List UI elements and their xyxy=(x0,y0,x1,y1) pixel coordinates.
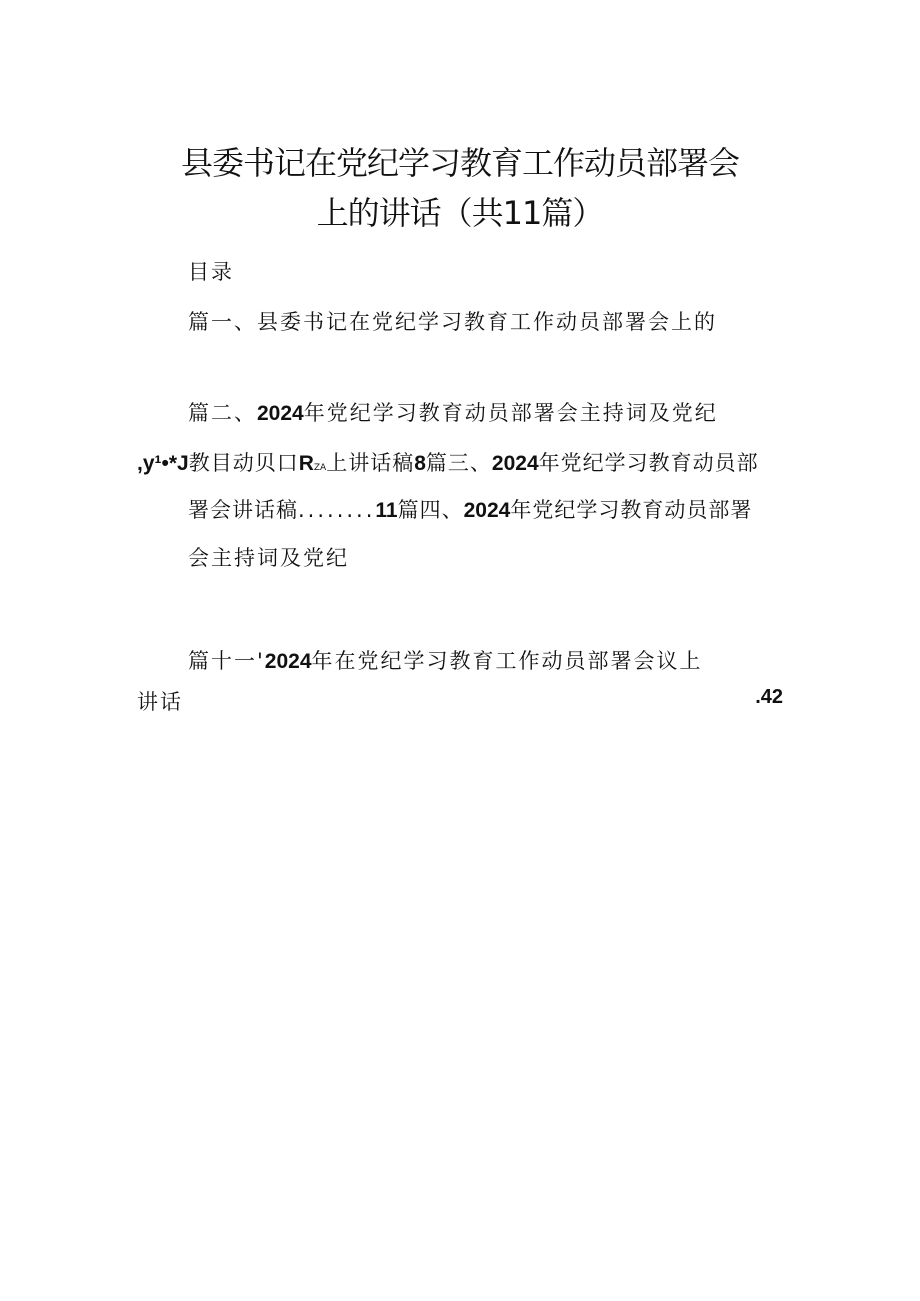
toc-entry-3-page: 8 xyxy=(414,452,426,475)
toc-entry-2-prefix: 篇二、 xyxy=(188,401,257,425)
toc-entry-1-text: 篇一、县委书记在党纪学习教育工作动员部署会上的 xyxy=(188,310,717,334)
toc-entry-3-text-b: 上讲话稿 xyxy=(326,451,415,475)
toc-entry-4-page: 11 xyxy=(375,499,398,522)
toc-entry-2-year: 2024 xyxy=(257,402,304,425)
toc-entry-2-text: 年党纪学习教育动员部署会主持词及党纪 xyxy=(303,401,718,425)
toc-entry-4-prefix: 篇四、 xyxy=(397,498,464,522)
toc-entry-3-year: 2024 xyxy=(491,452,539,475)
toc-heading: 目录 xyxy=(188,260,234,284)
toc-entry-11-prefix: 篇十一' xyxy=(188,649,265,673)
toc-entry-3-text-a: 教目动贝口 xyxy=(188,451,299,475)
toc-entry-4-year: 2024 xyxy=(463,499,511,522)
toc-entry-4-text-b: 年党纪学习教育动员部署 xyxy=(510,498,753,522)
toc-entry-11-page: .42 xyxy=(755,686,783,708)
toc-entry-11-cont xyxy=(137,686,183,716)
toc-entry-11-text: 年在党纪学习教育工作动员部署会议上 xyxy=(311,649,703,673)
toc-entry-1 xyxy=(188,306,717,336)
toc-entry-3-text-c: 年党纪学习教育动员部 xyxy=(538,451,759,475)
toc-entry-11 xyxy=(188,645,703,675)
toc-entry-11-cont-text: 讲话 xyxy=(137,690,183,714)
document-title-line1: 县委书记在党纪学习教育工作动员部署会 xyxy=(180,144,739,182)
toc-entry-5-text: 会主持词及党纪 xyxy=(188,546,349,570)
toc-entry-11-year: 2024 xyxy=(264,650,312,673)
toc-entry-3-garble: ,y¹•*J xyxy=(137,452,189,475)
toc-entry-4 xyxy=(188,494,752,524)
toc-entry-5 xyxy=(188,542,349,572)
toc-entry-2 xyxy=(188,397,718,427)
toc-entry-4-text-a: 署会讲话稿 xyxy=(188,498,298,522)
toc-entry-3 xyxy=(137,447,759,477)
toc-entry-3-small: ZA xyxy=(313,463,327,473)
toc-entry-3-garble2: R xyxy=(298,452,314,475)
toc-entry-3-prefix: 篇三、 xyxy=(425,451,492,475)
document-title-line2: 上的讲话（共11篇） xyxy=(316,194,604,232)
toc-entry-4-dots: ........ xyxy=(298,498,376,522)
